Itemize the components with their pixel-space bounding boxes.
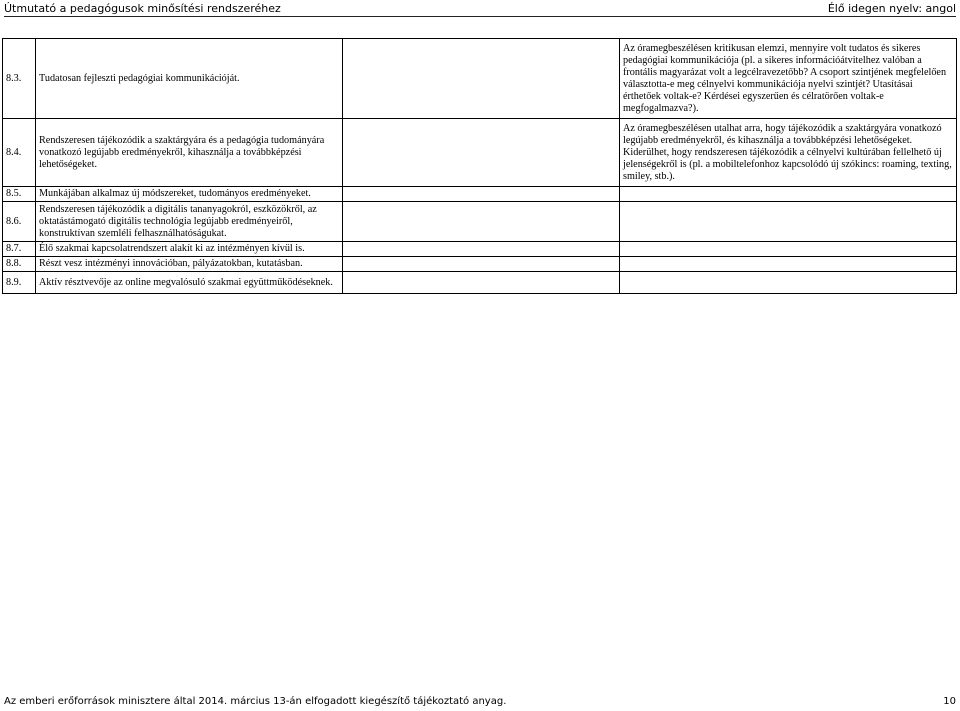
header-subject: Élő idegen nyelv: angol: [827, 2, 956, 15]
row-number: 8.8.: [3, 257, 36, 272]
row-number: 8.3.: [3, 39, 36, 119]
table-row: [3, 242, 957, 257]
criterion-text: Rendszeresen tájékozódik a digitális tananyagokról, eszközökről, az oktatástámogató digitális technológia legújabb eredményeiről, konstruktívan szemléli felhasználhatóságukat.: [36, 202, 343, 242]
criterion-text: Tudatosan fejleszti pedagógiai kommunikációját.: [36, 39, 343, 119]
criteria-table: [2, 38, 957, 294]
empty-cell: [343, 242, 620, 257]
empty-cell: [343, 119, 620, 187]
criterion-description: [620, 187, 957, 202]
header-document-title: Útmutató a pedagógusok minősítési rendszeréhez: [4, 2, 281, 15]
empty-cell: [343, 202, 620, 242]
row-number: 8.4.: [3, 119, 36, 187]
row-number: 8.5.: [3, 187, 36, 202]
page-number: 10: [943, 696, 956, 707]
table-row: [3, 187, 957, 202]
criterion-text: Munkájában alkalmaz új módszereket, tudományos eredményeket.: [36, 187, 343, 202]
criterion-description: [620, 272, 957, 294]
criterion-description: [620, 242, 957, 257]
criterion-description: [620, 257, 957, 272]
empty-cell: [343, 39, 620, 119]
row-number: 8.9.: [3, 272, 36, 294]
table-row: [3, 39, 957, 119]
page-header: [4, 0, 956, 17]
empty-cell: [343, 272, 620, 294]
empty-cell: [343, 257, 620, 272]
criterion-text: Élő szakmai kapcsolatrendszert alakít ki az intézményen kívül is.: [36, 242, 343, 257]
criterion-text: Aktív résztvevője az online megvalósuló szakmai együttműködéseknek.: [36, 272, 343, 294]
criterion-text: Rendszeresen tájékozódik a szaktárgyára és a pedagógia tudományára vonatkozó legújabb eredményekről, kihasználja a továbbképzési lehetőségeket.: [36, 119, 343, 187]
row-number: 8.6.: [3, 202, 36, 242]
table-row: [3, 257, 957, 272]
table-row: [3, 202, 957, 242]
table-row: [3, 272, 957, 294]
footer-note: Az emberi erőforrások minisztere által 2014. március 13-án elfogadott kiegészítő tájékoztató anyag.: [4, 696, 507, 707]
row-number: 8.7.: [3, 242, 36, 257]
criterion-text: Részt vesz intézményi innovációban, pályázatokban, kutatásban.: [36, 257, 343, 272]
criterion-description: [620, 202, 957, 242]
criterion-description: Az óramegbeszélésen utalhat arra, hogy tájékozódik a szaktárgyára vonatkozó legújabb eredményekről, és kihasználja a továbbképzési lehetőségeket. Kiderülhet, hogy rendszeresen tájékozódik a célnyelvi kultúrában fellelhető új jelenségekről is (pl. a mobiltelefonhoz kapcsolódó új szókincs: roaming, texting, smiley, stb.).: [620, 119, 957, 187]
criterion-description: Az óramegbeszélésen kritikusan elemzi, mennyire volt tudatos és sikeres pedagógiai kommunikációja (pl. a sikeres információátvitelhez valóban a frontális magyarázat volt a legcélravezetőbb? A csoport szintjének megfelelően választotta-e meg célnyelvi kommunikációja nyelvi szintjét? Utasításai érthetőek voltak-e? Kérdései egyszerűen és célratörően voltak-e megfogalmazva?).: [620, 39, 957, 119]
empty-cell: [343, 187, 620, 202]
table-row: [3, 119, 957, 187]
